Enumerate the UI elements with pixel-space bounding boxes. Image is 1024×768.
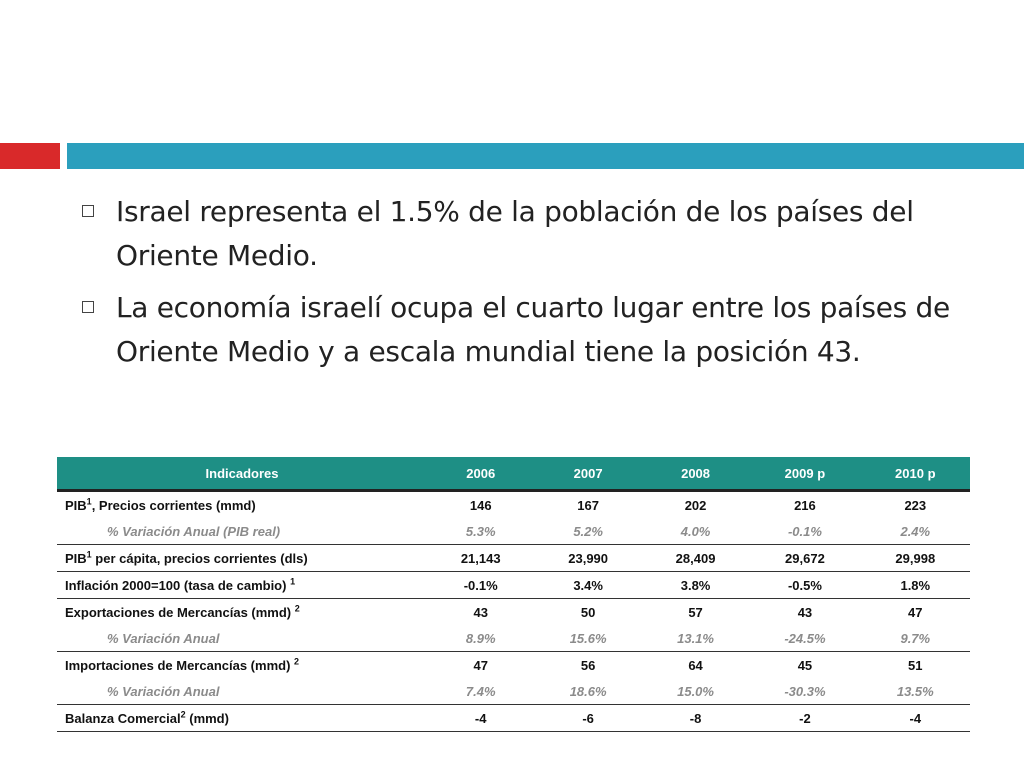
table-cell: 2.4% <box>861 518 970 545</box>
bullet-text: Israel representa el 1.5% de la población de los países del Oriente Medio. <box>116 195 914 272</box>
table-cell: 29,998 <box>861 545 970 572</box>
table-cell: -6 <box>534 705 641 732</box>
bullet-text: La economía israelí ocupa el cuarto lugar entre los países de Oriente Medio y a escala mundial tiene la posición 43. <box>116 291 950 368</box>
row-label: % Variación Anual <box>57 678 427 705</box>
table-cell: -0.5% <box>749 572 860 599</box>
table-cell: 23,990 <box>534 545 641 572</box>
header-year: 2007 <box>534 457 641 491</box>
table-cell: 43 <box>473 604 488 620</box>
table-cell: -24.5% <box>749 625 860 652</box>
table-cell: 56 <box>580 657 596 673</box>
header-year: 2009 p <box>749 457 860 491</box>
table-cell: 5.2% <box>534 518 641 545</box>
table-cell: 15.6% <box>534 625 641 652</box>
table-cell: 47 <box>908 604 923 620</box>
table-cell: -8 <box>642 705 749 732</box>
table-cell: 45 <box>797 657 813 673</box>
table-cell: -0.1% <box>749 518 860 545</box>
row-label: Balanza Comercial$^2$ (mmd) <box>57 705 427 732</box>
bullet-list <box>80 190 980 382</box>
table-cell: 9.7% <box>861 625 970 652</box>
table-cell: 15.0% <box>642 678 749 705</box>
table-cell: 50 <box>580 604 596 620</box>
table-cell: 7.4% <box>427 678 534 705</box>
table-cell: 8.9% <box>427 625 534 652</box>
table-cell: -2 <box>749 705 860 732</box>
table-cell: 29,672 <box>749 545 860 572</box>
table-cell: 64 <box>688 657 703 673</box>
table-cell: 4.0% <box>642 518 749 545</box>
table-cell: -30.3% <box>749 678 860 705</box>
header-year: 2006 <box>427 457 534 491</box>
indicators-table <box>57 457 970 732</box>
table-cell: 216 <box>794 497 816 513</box>
accent-bar-teal <box>67 143 1024 169</box>
bullet-item <box>80 190 980 278</box>
table-row-importaciones <box>57 652 970 679</box>
table-cell: 43 <box>797 604 813 620</box>
row-label: PIB$^1$, Precios corrientes (mmd) <box>65 496 256 513</box>
header-indicadores: Indicadores <box>57 457 427 491</box>
row-label: PIB$^1$ per cápita, precios corrientes (dls) <box>57 545 427 572</box>
table-row-pib-per-capita <box>57 545 970 572</box>
table-cell: 47 <box>473 657 488 673</box>
row-label: Inflación 2000=100 (tasa de cambio) $^1$ <box>57 572 427 599</box>
table-cell: 57 <box>688 604 703 620</box>
table-cell: -4 <box>427 705 534 732</box>
table-cell: 28,409 <box>642 545 749 572</box>
table-cell: 167 <box>577 497 599 513</box>
row-label: Exportaciones de Mercancías (mmd) $^2$ <box>65 603 300 620</box>
table-cell: 3.8% <box>642 572 749 599</box>
header-year: 2008 <box>642 457 749 491</box>
table-cell: -4 <box>861 705 970 732</box>
header-year: 2010 p <box>861 457 970 491</box>
table-row-inflacion <box>57 572 970 599</box>
square-bullet-icon <box>82 301 94 313</box>
table-row-importaciones-variation <box>57 678 970 705</box>
table-cell: 3.4% <box>534 572 641 599</box>
row-label: Importaciones de Mercancías (mmd) $^2$ <box>65 656 300 673</box>
table-cell: 13.5% <box>861 678 970 705</box>
table-cell: 13.1% <box>642 625 749 652</box>
table-row-exportaciones <box>57 599 970 626</box>
table-row-pib-variation <box>57 518 970 545</box>
table-cell: 18.6% <box>534 678 641 705</box>
accent-bar-red <box>0 143 60 169</box>
table-cell: 5.3% <box>427 518 534 545</box>
table-cell: 146 <box>469 497 492 513</box>
table-row-pib <box>57 491 970 519</box>
table-row-balanza <box>57 705 970 732</box>
table-cell: -0.1% <box>427 572 534 599</box>
table-cell: 202 <box>684 497 707 513</box>
table-cell: 223 <box>904 497 927 513</box>
bullet-item <box>80 286 980 374</box>
row-label: % Variación Anual (PIB real) <box>57 518 427 545</box>
table-cell: 51 <box>908 657 923 673</box>
square-bullet-icon <box>82 205 94 217</box>
table-row-exportaciones-variation <box>57 625 970 652</box>
row-label: % Variación Anual <box>57 625 427 652</box>
table-header-row <box>57 457 970 491</box>
table-cell: 1.8% <box>861 572 970 599</box>
table-cell: 21,143 <box>427 545 534 572</box>
